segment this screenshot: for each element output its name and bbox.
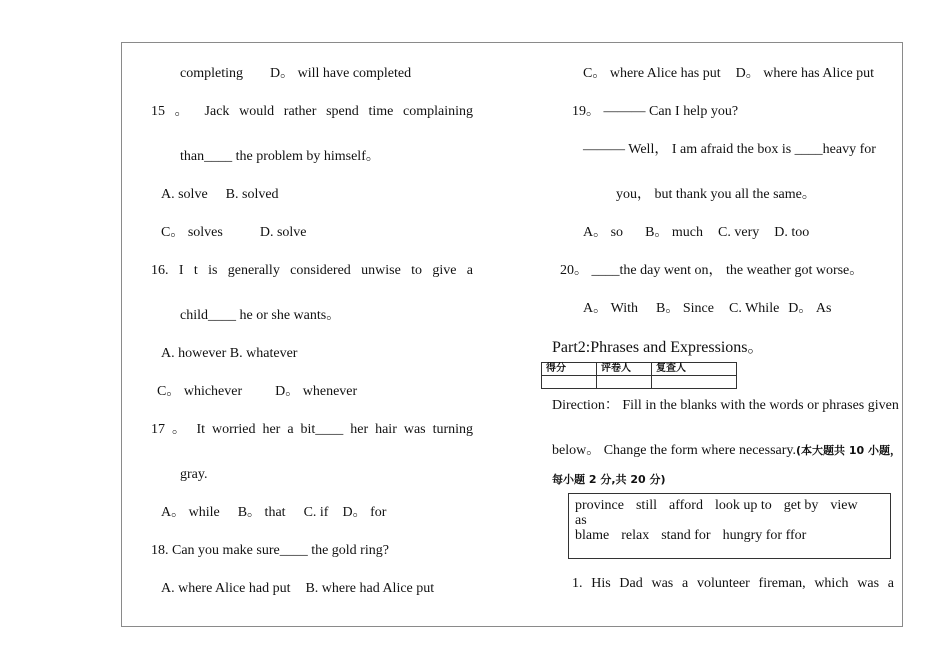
word-item: afford: [669, 498, 703, 513]
option-b: B. solved: [225, 187, 279, 202]
question-number: 16.: [151, 263, 169, 278]
direction-line2: [552, 444, 901, 458]
option-d: D。 As: [788, 301, 832, 316]
question-15: [151, 105, 473, 119]
word-bank-box: [568, 493, 891, 559]
option-c: C。 where Alice has put: [583, 66, 721, 81]
question-19: [572, 105, 738, 119]
question-17-cont: gray.: [180, 467, 208, 482]
direction-text: below。 Change the form where necessary.: [552, 443, 797, 458]
direction-score-note-2: 每小题 2 分,共 20 分): [552, 473, 666, 486]
question-19-line3: you， but thank you all the same。: [616, 187, 816, 202]
option-c: C. very: [718, 225, 760, 240]
option-b: B。 much: [645, 225, 704, 240]
question-number: 15 。: [151, 104, 195, 119]
option-c: C。 whichever: [157, 384, 243, 399]
word-bank-row: [575, 498, 884, 528]
options-18: [161, 582, 434, 596]
option-a: A. where Alice had put: [161, 581, 291, 596]
word-item: look up to: [714, 498, 772, 513]
option-a: A。 With: [583, 301, 639, 316]
score-header: 得分: [542, 363, 597, 376]
option-d: D。 where has Alice put: [735, 66, 875, 81]
phrase-question-1: 1. His Dad was a volunteer fireman, which was a: [572, 576, 894, 591]
reviewer-header: 复查人: [652, 363, 737, 376]
option-b: B. where had Alice put: [305, 581, 435, 596]
question-text: Jack would rather spend time complaining: [204, 104, 473, 119]
question-number: 17 。: [151, 422, 190, 437]
option-d: D. too: [774, 225, 810, 240]
score-table: [541, 362, 737, 389]
word-item: still: [635, 498, 657, 513]
option-a: A. solve: [161, 187, 208, 202]
direction-line1: Direction： Fill in the blanks with the words or phrases given: [552, 398, 899, 413]
word-item: get by: [783, 498, 819, 513]
question-text: I t is generally considered unwise to give a: [178, 263, 474, 278]
question-text: ——— Can I help you?: [603, 104, 739, 119]
option-d: D。 for: [342, 505, 387, 520]
grader-cell[interactable]: [597, 376, 652, 389]
options-19: [583, 226, 809, 240]
question-text: It worried her a bit____ her hair was turning: [196, 422, 474, 437]
score-table-header: [542, 363, 737, 376]
option-c: C. if: [303, 505, 329, 520]
question-number: 20。: [560, 263, 588, 278]
question-16: [151, 264, 473, 278]
option-c: C. While: [729, 301, 780, 316]
options-18-cd: [583, 67, 874, 81]
option-d: D. solve: [259, 225, 307, 240]
direction-score-note: (本大题共 10 小题，: [796, 444, 902, 457]
options-20: [583, 302, 831, 316]
word-item: hungry for ffor: [722, 528, 807, 543]
grader-header: 评卷人: [597, 363, 652, 376]
option-b: B。 Since: [656, 301, 714, 316]
score-table-entry-row: [542, 376, 737, 389]
reviewer-cell[interactable]: [652, 376, 737, 389]
question-number: 19。: [572, 104, 600, 119]
word-item: blame: [575, 528, 610, 543]
question-17: [151, 423, 473, 437]
option-a: A。 while: [161, 505, 220, 520]
word-bank-row: [575, 528, 884, 543]
question-16-cont: child____ he or she wants。: [180, 308, 341, 323]
option-a: A。 so: [583, 225, 624, 240]
options-15-ab: [161, 188, 279, 202]
options-15-cd: [161, 226, 307, 240]
word-item: province: [575, 498, 624, 513]
question-20: [560, 264, 863, 278]
question-18: 18. Can you make sure____ the gold ring?: [151, 543, 389, 558]
question-text: ____the day went on， the weather got worse。: [591, 263, 864, 278]
word-item: view as: [575, 498, 858, 528]
option-line: [180, 67, 411, 81]
word-item: relax: [621, 528, 650, 543]
option-d: D。 will have completed: [270, 66, 412, 81]
options-16-cd: [157, 385, 357, 399]
option-text: completing: [180, 66, 243, 81]
part2-title: Part2:Phrases and Expressions。: [552, 339, 764, 356]
option-c: C。 solves: [161, 225, 223, 240]
question-15-cont: than____ the problem by himself。: [180, 149, 380, 164]
score-cell[interactable]: [542, 376, 597, 389]
options-16-ab: A. however B. whatever: [161, 346, 298, 361]
option-b: B。 that: [237, 505, 286, 520]
options-17: [161, 506, 386, 520]
word-item: stand for: [661, 528, 711, 543]
option-d: D。 whenever: [275, 384, 358, 399]
question-19-line2: ——— Well， I am afraid the box is ____heavy for: [583, 142, 876, 157]
